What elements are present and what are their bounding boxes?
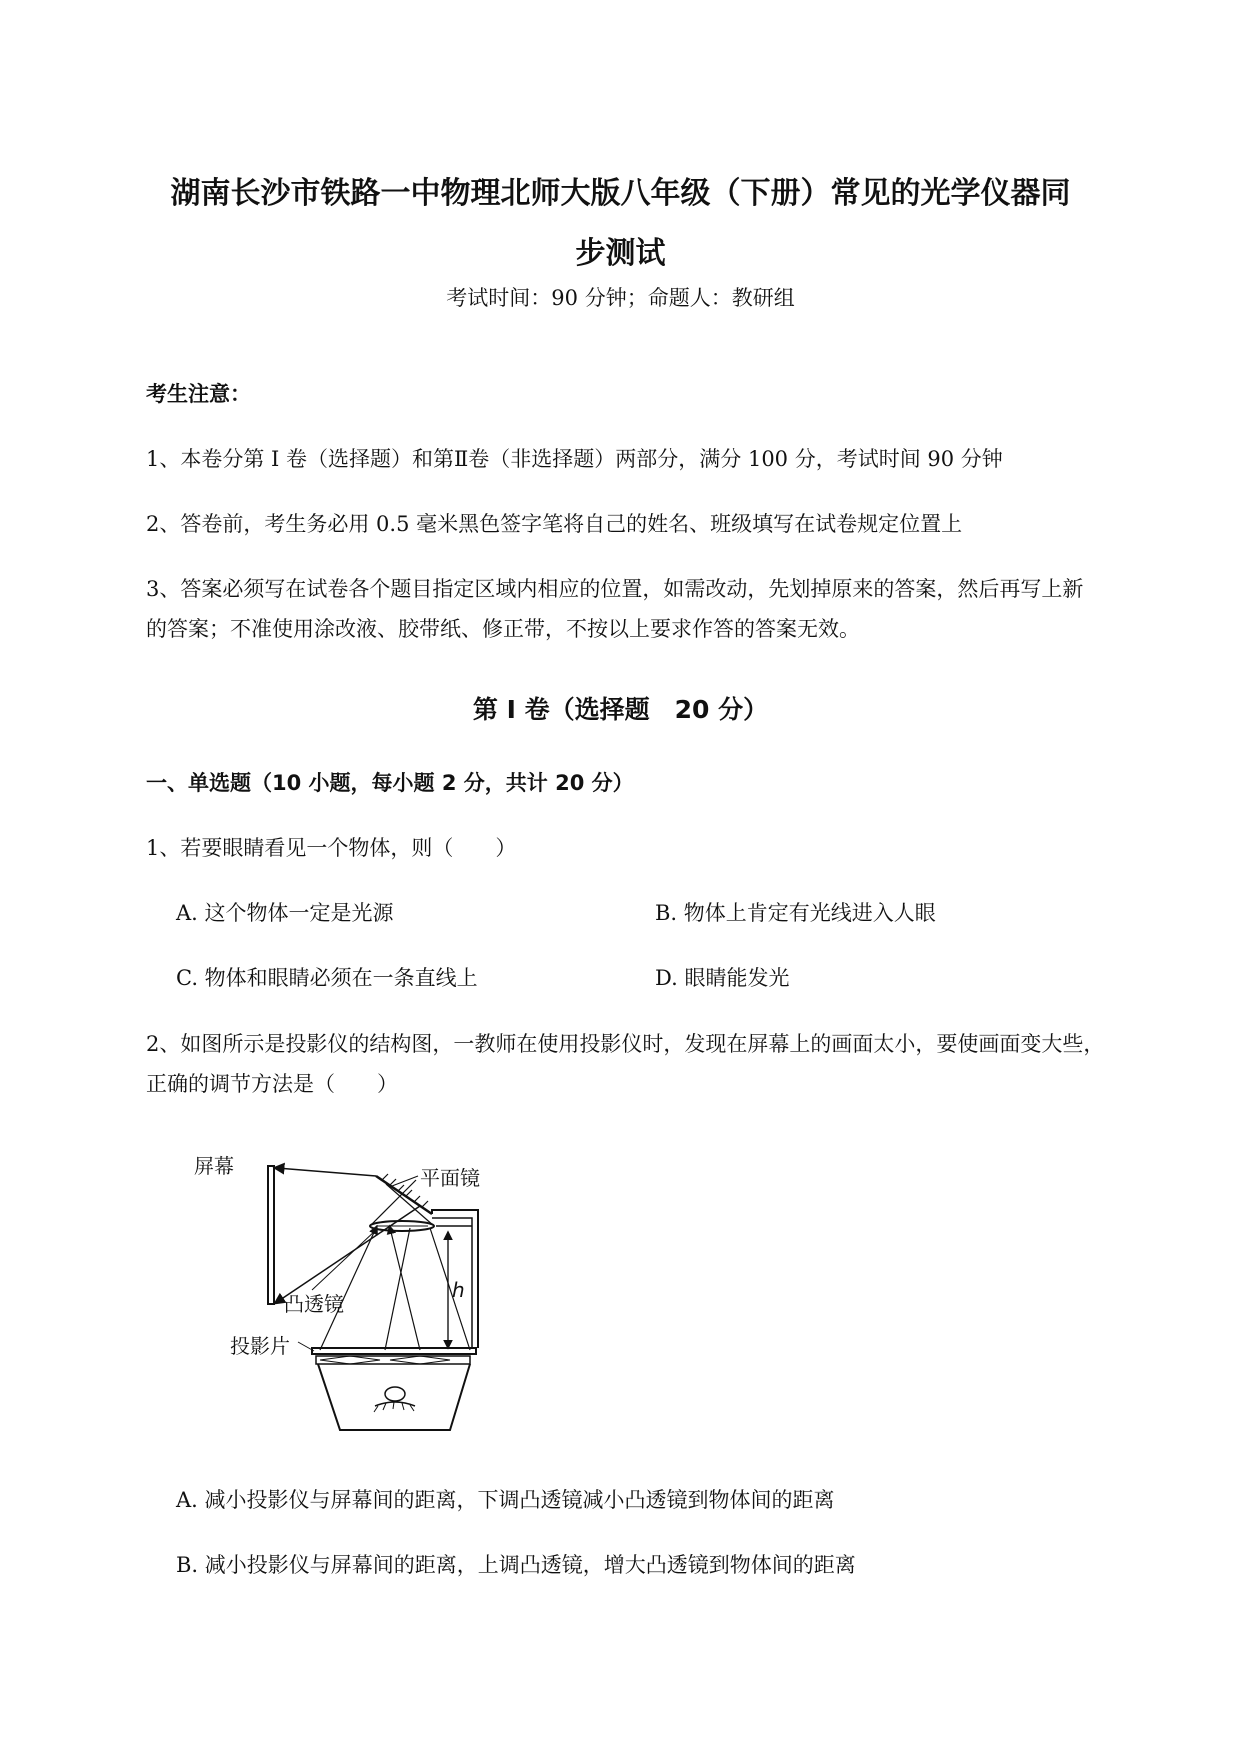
lamp-icon — [385, 1387, 405, 1401]
question-2-stem-line1: 2、如图所示是投影仪的结构图，一教师在使用投影仪时，发现在屏幕上的画面太小，要使画面变大些， — [146, 1032, 1105, 1056]
page-title-line2: 步测试 — [575, 236, 666, 271]
question-2-option-b: B. 减小投影仪与屏幕间的距离，上调凸透镜，增大凸透镜到物体间的距离 — [176, 1553, 856, 1577]
projector-diagram — [180, 1140, 520, 1440]
question-1-option-c: C. 物体和眼睛必须在一条直线上 — [176, 966, 478, 990]
question-1-option-a: A. 这个物体一定是光源 — [176, 901, 394, 925]
section-title: 第 I 卷（选择题 20 分） — [472, 695, 769, 724]
notice-item-3-line2: 的答案；不准使用涂改液、胶带纸、修正带，不按以上要求作答的答案无效。 — [146, 617, 860, 641]
label-screen: 屏幕 — [194, 1154, 234, 1178]
notice-item-2: 2、答卷前，考生务必用 0.5 毫米黑色签字笔将自己的姓名、班级填写在试卷规定位置上 — [146, 512, 963, 536]
notice-heading: 考生注意： — [146, 382, 251, 406]
label-plane-mirror: 平面镜 — [420, 1166, 480, 1190]
ray-top — [277, 1168, 376, 1176]
label-slide: 投影片 — [230, 1334, 290, 1358]
projector-housing — [318, 1364, 470, 1430]
notice-item-1: 1、本卷分第 I 卷（选择题）和第Ⅱ卷（非选择题）两部分，满分 100 分，考试时间 90 分钟 — [146, 447, 1003, 471]
page-title-line1: 湖南长沙市铁路一中物理北师大版八年级（下册）常见的光学仪器同 — [170, 176, 1071, 211]
question-1-stem: 1、若要眼睛看见一个物体，则（ ） — [146, 836, 517, 860]
question-2-stem-line2: 正确的调节方法是（ ） — [146, 1072, 398, 1096]
part-heading: 一、单选题（10 小题，每小题 2 分，共计 20 分） — [146, 771, 634, 795]
label-height: h — [452, 1278, 465, 1302]
question-1-option-d: D. 眼睛能发光 — [655, 966, 790, 990]
slide-shape — [312, 1348, 476, 1354]
question-2-option-a: A. 减小投影仪与屏幕间的距离，下调凸透镜减小凸透镜到物体间的距离 — [176, 1488, 835, 1512]
exam-info: 考试时间：90 分钟；命题人：教研组 — [446, 286, 795, 310]
notice-item-3-line1: 3、答案必须写在试卷各个题目指定区域内相应的位置，如需改动，先划掉原来的答案，然后再写上新 — [146, 577, 1084, 601]
label-convex-lens: 凸透镜 — [284, 1292, 344, 1316]
question-1-option-b: B. 物体上肯定有光线进入人眼 — [655, 901, 936, 925]
screen-shape — [268, 1166, 274, 1304]
